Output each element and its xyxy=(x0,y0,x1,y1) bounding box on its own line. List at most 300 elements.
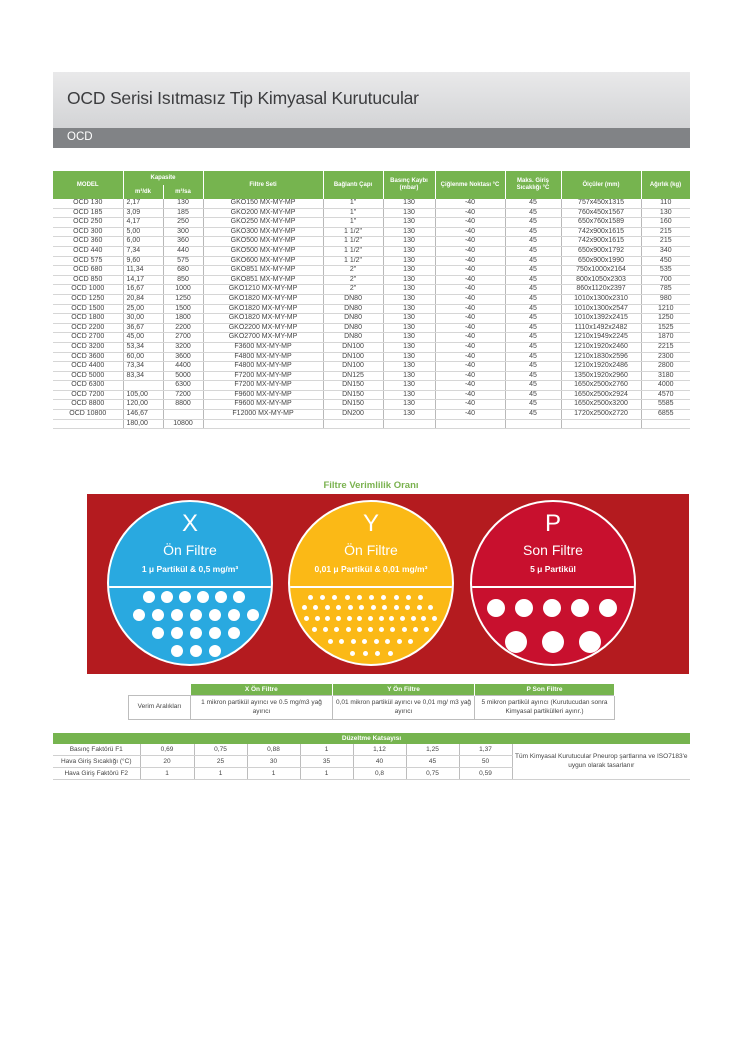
efficiency-header-x: X Ön Filtre xyxy=(191,684,333,696)
cell-filter-set: F12000 MX-MY-MP xyxy=(203,410,323,420)
cell-dew-point: -40 xyxy=(435,352,505,362)
cell-dimensions: 800x1050x2303 xyxy=(561,275,641,285)
cell-pressure-loss: 130 xyxy=(383,227,435,237)
cell-dimensions: 1010x1300x2310 xyxy=(561,294,641,304)
cell-max-inlet-temp: 45 xyxy=(505,199,561,208)
cell-dew-point: -40 xyxy=(435,294,505,304)
cell-weight: 215 xyxy=(641,227,690,237)
cell-capacity-hour: 2700 xyxy=(163,333,203,343)
cell-dew-point: -40 xyxy=(435,227,505,237)
cell-dimensions: 1650x2500x2924 xyxy=(561,390,641,400)
correction-value: 0,88 xyxy=(247,744,300,756)
filter-name: Son Filtre xyxy=(523,542,583,558)
cell-filter-set: F9600 MX-MY-MP xyxy=(203,400,323,410)
cell-pressure-loss: 130 xyxy=(383,208,435,218)
cell-capacity-min: 73,34 xyxy=(123,362,163,372)
table-row xyxy=(53,371,690,381)
cell-max-inlet-temp: 45 xyxy=(505,314,561,324)
particle-dot xyxy=(379,616,384,621)
particle-dot xyxy=(599,599,617,617)
particle-dot xyxy=(390,627,395,632)
cell-pressure-loss: 130 xyxy=(383,314,435,324)
cell-capacity-hour: 130 xyxy=(163,199,203,208)
cell-dimensions: 650x760x1589 xyxy=(561,218,641,228)
cell-capacity-min: 45,00 xyxy=(123,333,163,343)
table-row xyxy=(53,266,690,276)
filter-spec: 0,01 μ Partikül & 0,01 mg/m³ xyxy=(314,564,428,574)
cell-capacity-hour: 575 xyxy=(163,256,203,266)
particle-dot xyxy=(320,595,325,600)
cell-max-inlet-temp: 45 xyxy=(505,208,561,218)
particle-dot xyxy=(375,651,380,656)
cell-capacity-min: 30,00 xyxy=(123,314,163,324)
cell-capacity-hour: 185 xyxy=(163,208,203,218)
filter-circle-y xyxy=(288,500,454,666)
particle-dot xyxy=(368,616,373,621)
cell-dew-point: -40 xyxy=(435,333,505,343)
cell-dimensions xyxy=(561,419,641,429)
cell-model: OCD 360 xyxy=(53,237,123,247)
correction-title: Düzeltme Katsayısı xyxy=(53,733,690,744)
cell-dew-point: -40 xyxy=(435,256,505,266)
correction-value: 1,37 xyxy=(459,744,512,756)
cell-max-inlet-temp: 45 xyxy=(505,371,561,381)
particle-dot xyxy=(233,591,245,603)
cell-max-inlet-temp: 45 xyxy=(505,362,561,372)
cell-model: OCD 3200 xyxy=(53,342,123,352)
cell-dimensions: 757x450x1315 xyxy=(561,199,641,208)
cell-dimensions: 650x900x1990 xyxy=(561,256,641,266)
cell-dew-point: -40 xyxy=(435,275,505,285)
cell-dew-point: -40 xyxy=(435,266,505,276)
cell-model: OCD 8800 xyxy=(53,400,123,410)
table-row xyxy=(53,227,690,237)
cell-model: OCD 10800 xyxy=(53,410,123,420)
cell-weight: 6855 xyxy=(641,410,690,420)
cell-filter-set: GKO250 MX-MY-MP xyxy=(203,218,323,228)
cell-capacity-hour: 1250 xyxy=(163,294,203,304)
cell-dew-point: -40 xyxy=(435,323,505,333)
specs-table xyxy=(53,171,691,429)
cell-connection: 1 1/2" xyxy=(323,246,383,256)
cell-connection: 1 1/2" xyxy=(323,237,383,247)
cell-max-inlet-temp: 45 xyxy=(505,227,561,237)
page-title: OCD Serisi Isıtmasız Tip Kimyasal Kurutucular xyxy=(67,88,419,108)
particle-dot xyxy=(359,605,364,610)
particle-dot xyxy=(357,627,362,632)
cell-max-inlet-temp: 45 xyxy=(505,285,561,295)
cell-filter-set: F7200 MX-MY-MP xyxy=(203,371,323,381)
specs-table-body xyxy=(53,199,690,429)
particle-dot xyxy=(428,605,433,610)
particle-dot xyxy=(302,605,307,610)
filter-spec: 1 μ Partikül & 0,5 mg/m³ xyxy=(141,564,239,574)
cell-dew-point: -40 xyxy=(435,400,505,410)
cell-weight: 2800 xyxy=(641,362,690,372)
table-row xyxy=(53,285,690,295)
correction-row xyxy=(53,744,690,756)
cell-model: OCD 250 xyxy=(53,218,123,228)
cell-connection: DN100 xyxy=(323,352,383,362)
particle-dot xyxy=(424,627,429,632)
cell-pressure-loss: 130 xyxy=(383,237,435,247)
cell-max-inlet-temp: 45 xyxy=(505,266,561,276)
cell-capacity-min: 5,00 xyxy=(123,227,163,237)
header-max-inlet-temp: Maks. Giriş Sıcaklığı °C xyxy=(505,171,561,199)
table-row xyxy=(53,352,690,362)
cell-weight: 535 xyxy=(641,266,690,276)
cell-max-inlet-temp: 45 xyxy=(505,400,561,410)
cell-dew-point: -40 xyxy=(435,218,505,228)
cell-capacity-min: 120,00 xyxy=(123,400,163,410)
cell-connection: 1 1/2" xyxy=(323,256,383,266)
table-row xyxy=(53,381,690,391)
correction-value: 0,8 xyxy=(353,768,406,780)
filter-letter: P xyxy=(544,510,561,537)
correction-value: 1 xyxy=(140,768,194,780)
filter-letter: Y xyxy=(362,510,379,537)
cell-model: OCD 6300 xyxy=(53,381,123,391)
cell-model: OCD 2700 xyxy=(53,333,123,343)
circle-divider xyxy=(472,586,634,588)
cell-connection: 2" xyxy=(323,285,383,295)
efficiency-row-label: Verim Aralıkları xyxy=(129,696,191,720)
particle-dot xyxy=(339,639,344,644)
cell-connection: DN125 xyxy=(323,371,383,381)
table-row xyxy=(53,342,690,352)
particle-dot xyxy=(215,591,227,603)
cell-capacity-hour: 3600 xyxy=(163,352,203,362)
cell-weight: 3180 xyxy=(641,371,690,381)
filter-circle-p xyxy=(470,500,636,666)
cell-weight: 1870 xyxy=(641,333,690,343)
particle-dot xyxy=(345,595,350,600)
correction-value: 1 xyxy=(194,768,247,780)
cell-model: OCD 4400 xyxy=(53,362,123,372)
cell-weight: 1525 xyxy=(641,323,690,333)
cell-filter-set: GKO1820 MX-MY-MP xyxy=(203,314,323,324)
cell-pressure-loss: 130 xyxy=(383,381,435,391)
particle-dot xyxy=(408,639,413,644)
cell-pressure-loss: 130 xyxy=(383,410,435,420)
cell-model: OCD 3600 xyxy=(53,352,123,362)
cell-dimensions: 1010x1300x2547 xyxy=(561,304,641,314)
cell-capacity-min: 36,67 xyxy=(123,323,163,333)
cell-capacity-hour: 440 xyxy=(163,246,203,256)
particle-dot xyxy=(542,631,564,653)
particle-dot xyxy=(209,627,221,639)
particle-dot xyxy=(143,591,155,603)
particle-dot xyxy=(411,616,416,621)
cell-weight: 2300 xyxy=(641,352,690,362)
cell-dimensions: 760x450x1567 xyxy=(561,208,641,218)
particle-dot xyxy=(133,609,145,621)
correction-table-body xyxy=(53,744,690,780)
particle-dot xyxy=(432,616,437,621)
cell-model: OCD 1800 xyxy=(53,314,123,324)
particle-dot xyxy=(347,616,352,621)
cell-connection: 1" xyxy=(323,199,383,208)
cell-model: OCD 575 xyxy=(53,256,123,266)
particle-dot xyxy=(406,595,411,600)
particle-dot xyxy=(323,627,328,632)
cell-max-inlet-temp: 45 xyxy=(505,342,561,352)
cell-model: OCD 440 xyxy=(53,246,123,256)
cell-capacity-hour: 680 xyxy=(163,266,203,276)
particle-dot xyxy=(515,599,533,617)
cell-pressure-loss: 130 xyxy=(383,285,435,295)
particle-dot xyxy=(388,651,393,656)
efficiency-header-p: P Son Filtre xyxy=(475,684,615,696)
cell-pressure-loss: 130 xyxy=(383,275,435,285)
cell-pressure-loss: 130 xyxy=(383,294,435,304)
cell-filter-set: F3600 MX-MY-MP xyxy=(203,342,323,352)
particle-dot xyxy=(313,605,318,610)
title-banner xyxy=(53,72,690,128)
cell-dimensions: 742x900x1615 xyxy=(561,237,641,247)
cell-model: OCD 7200 xyxy=(53,390,123,400)
cell-max-inlet-temp: 45 xyxy=(505,275,561,285)
table-row xyxy=(53,218,690,228)
correction-note: Tüm Kimyasal Kurutucular Pneurop şartlarına ve ISO7183'e uygun olarak tasarlanır xyxy=(512,744,690,780)
efficiency-value-p: 5 mikron partikül ayırıcı (Kurutucudan sonra Kimyasal partikülleri ayırır.) xyxy=(475,696,615,720)
cell-capacity-hour: 1000 xyxy=(163,285,203,295)
particle-dot xyxy=(382,605,387,610)
efficiency-value-y: 0,01 mikron partikül ayırıcı ve 0,01 mg/ m3 yağ ayırıcı xyxy=(333,696,475,720)
cell-weight: 450 xyxy=(641,256,690,266)
correction-label: Hava Giriş Faktörü F2 xyxy=(53,768,140,780)
cell-capacity-min: 16,67 xyxy=(123,285,163,295)
cell-pressure-loss: 130 xyxy=(383,246,435,256)
particle-dot xyxy=(228,627,240,639)
particle-dot xyxy=(348,605,353,610)
particle-dot xyxy=(389,616,394,621)
header-capacity-unit-hour: m³/sa xyxy=(163,185,203,199)
correction-value: 0,75 xyxy=(406,768,459,780)
table-row xyxy=(53,304,690,314)
header-dimensions: Ölçüler (mm) xyxy=(561,171,641,199)
cell-dew-point: -40 xyxy=(435,237,505,247)
cell-capacity-hour: 300 xyxy=(163,227,203,237)
cell-model: OCD 300 xyxy=(53,227,123,237)
cell-max-inlet-temp xyxy=(505,419,561,429)
filter-letter: X xyxy=(181,510,198,537)
cell-max-inlet-temp: 45 xyxy=(505,390,561,400)
cell-dew-point: -40 xyxy=(435,390,505,400)
cell-max-inlet-temp: 45 xyxy=(505,410,561,420)
particle-dot xyxy=(418,595,423,600)
cell-pressure-loss: 130 xyxy=(383,304,435,314)
particle-dot xyxy=(357,595,362,600)
particle-dot xyxy=(374,639,379,644)
cell-filter-set: GKO851 MX-MY-MP xyxy=(203,275,323,285)
cell-capacity-min: 146,67 xyxy=(123,410,163,420)
cell-connection: DN150 xyxy=(323,400,383,410)
particle-dot xyxy=(325,605,330,610)
cell-capacity-min: 9,60 xyxy=(123,256,163,266)
correction-value: 40 xyxy=(353,756,406,768)
cell-filter-set: GKO1820 MX-MY-MP xyxy=(203,304,323,314)
particle-dot xyxy=(171,627,183,639)
cell-model: OCD 2200 xyxy=(53,323,123,333)
cell-connection: DN150 xyxy=(323,381,383,391)
cell-capacity-hour: 5000 xyxy=(163,371,203,381)
particle-dot xyxy=(363,651,368,656)
cell-filter-set: GKO500 MX-MY-MP xyxy=(203,237,323,247)
cell-capacity-hour: 4400 xyxy=(163,362,203,372)
particle-dot xyxy=(417,605,422,610)
particle-dot xyxy=(381,595,386,600)
particle-dot xyxy=(369,595,374,600)
particle-dot xyxy=(304,616,309,621)
cell-capacity-min: 180,00 xyxy=(123,419,163,429)
cell-model: OCD 185 xyxy=(53,208,123,218)
table-row xyxy=(53,246,690,256)
particle-dot xyxy=(394,595,399,600)
cell-capacity-hour: 6300 xyxy=(163,381,203,391)
circle-divider xyxy=(290,586,452,588)
section-label: OCD xyxy=(67,131,93,143)
cell-capacity-hour: 360 xyxy=(163,237,203,247)
particle-dot xyxy=(336,616,341,621)
cell-capacity-min: 7,34 xyxy=(123,246,163,256)
particle-dot xyxy=(357,616,362,621)
particle-dot xyxy=(362,639,367,644)
cell-capacity-min xyxy=(123,381,163,391)
cell-weight: 160 xyxy=(641,218,690,228)
cell-dimensions: 742x900x1615 xyxy=(561,227,641,237)
cell-dew-point: -40 xyxy=(435,410,505,420)
cell-model: OCD 5000 xyxy=(53,371,123,381)
particle-dot xyxy=(351,639,356,644)
cell-dew-point xyxy=(435,419,505,429)
cell-connection: DN80 xyxy=(323,314,383,324)
cell-max-inlet-temp: 45 xyxy=(505,323,561,333)
cell-filter-set: GKO1210 MX-MY-MP xyxy=(203,285,323,295)
particle-dot xyxy=(171,645,183,657)
particle-dot xyxy=(405,605,410,610)
cell-capacity-min: 60,00 xyxy=(123,352,163,362)
cell-capacity-hour: 1800 xyxy=(163,314,203,324)
correction-value: 1 xyxy=(300,744,353,756)
cell-pressure-loss: 130 xyxy=(383,390,435,400)
correction-value: 0,75 xyxy=(194,744,247,756)
cell-pressure-loss xyxy=(383,419,435,429)
particle-dot xyxy=(328,639,333,644)
cell-filter-set: GKO200 MX-MY-MP xyxy=(203,208,323,218)
correction-value: 1,12 xyxy=(353,744,406,756)
correction-value: 25 xyxy=(194,756,247,768)
cell-pressure-loss: 130 xyxy=(383,352,435,362)
correction-value: 1 xyxy=(300,768,353,780)
cell-dew-point: -40 xyxy=(435,285,505,295)
cell-filter-set: F9600 MX-MY-MP xyxy=(203,390,323,400)
particle-dot xyxy=(350,651,355,656)
particle-dot xyxy=(179,591,191,603)
cell-dimensions: 1350x1920x2960 xyxy=(561,371,641,381)
section-bar xyxy=(53,128,690,148)
particle-dot xyxy=(543,599,561,617)
cell-max-inlet-temp: 45 xyxy=(505,294,561,304)
header-dew-point: Çiğlenme Noktası °C xyxy=(435,171,505,199)
cell-capacity-min: 11,34 xyxy=(123,266,163,276)
cell-pressure-loss: 130 xyxy=(383,342,435,352)
particle-dot xyxy=(368,627,373,632)
cell-capacity-hour: 250 xyxy=(163,218,203,228)
particle-dot xyxy=(197,591,209,603)
header-connection: Bağlantı Çapı xyxy=(323,171,383,199)
cell-weight xyxy=(641,419,690,429)
efficiency-table xyxy=(128,684,615,720)
cell-capacity-min: 53,34 xyxy=(123,342,163,352)
particle-dot xyxy=(190,609,202,621)
particle-dot xyxy=(505,631,527,653)
cell-connection: 2" xyxy=(323,275,383,285)
table-row xyxy=(53,208,690,218)
correction-value: 0,69 xyxy=(140,744,194,756)
particle-dot xyxy=(312,627,317,632)
cell-pressure-loss: 130 xyxy=(383,323,435,333)
filter-name: Ön Filtre xyxy=(344,542,398,558)
cell-model: OCD 1500 xyxy=(53,304,123,314)
cell-weight: 2215 xyxy=(641,342,690,352)
cell-weight: 215 xyxy=(641,237,690,247)
cell-capacity-hour: 8800 xyxy=(163,400,203,410)
cell-connection: DN80 xyxy=(323,323,383,333)
table-row xyxy=(53,199,690,208)
cell-capacity-min: 4,17 xyxy=(123,218,163,228)
correction-table xyxy=(53,733,690,780)
cell-weight: 4570 xyxy=(641,390,690,400)
particle-dot xyxy=(308,595,313,600)
particle-dot xyxy=(385,639,390,644)
cell-max-inlet-temp: 45 xyxy=(505,246,561,256)
particle-dot xyxy=(209,645,221,657)
cell-dimensions: 750x1000x2164 xyxy=(561,266,641,276)
table-row xyxy=(53,314,690,324)
cell-dew-point: -40 xyxy=(435,371,505,381)
table-row xyxy=(53,410,690,420)
cell-connection: 2" xyxy=(323,266,383,276)
cell-max-inlet-temp: 45 xyxy=(505,304,561,314)
particle-dot xyxy=(334,627,339,632)
cell-connection: DN200 xyxy=(323,410,383,420)
cell-pressure-loss: 130 xyxy=(383,199,435,208)
cell-filter-set: GKO300 MX-MY-MP xyxy=(203,227,323,237)
particle-dot xyxy=(487,599,505,617)
particle-dot xyxy=(209,609,221,621)
cell-dimensions: 1210x1920x2486 xyxy=(561,362,641,372)
circle-divider xyxy=(109,586,271,588)
cell-capacity-min: 2,17 xyxy=(123,199,163,208)
cell-dew-point: -40 xyxy=(435,304,505,314)
cell-capacity-hour: 850 xyxy=(163,275,203,285)
efficiency-title: Filtre Verimlilik Oranı xyxy=(323,480,419,491)
cell-dimensions: 1110x1492x2482 xyxy=(561,323,641,333)
cell-weight: 700 xyxy=(641,275,690,285)
efficiency-header-y: Y Ön Filtre xyxy=(333,684,475,696)
cell-filter-set: GKO851 MX-MY-MP xyxy=(203,266,323,276)
cell-weight: 1250 xyxy=(641,314,690,324)
header-filter-set: Filtre Seti xyxy=(203,171,323,199)
cell-max-inlet-temp: 45 xyxy=(505,333,561,343)
cell-capacity-min: 25,00 xyxy=(123,304,163,314)
particle-dot xyxy=(579,631,601,653)
cell-pressure-loss: 130 xyxy=(383,371,435,381)
cell-filter-set: GKO150 MX-MY-MP xyxy=(203,199,323,208)
particle-dot xyxy=(571,599,589,617)
cell-capacity-min: 105,00 xyxy=(123,390,163,400)
